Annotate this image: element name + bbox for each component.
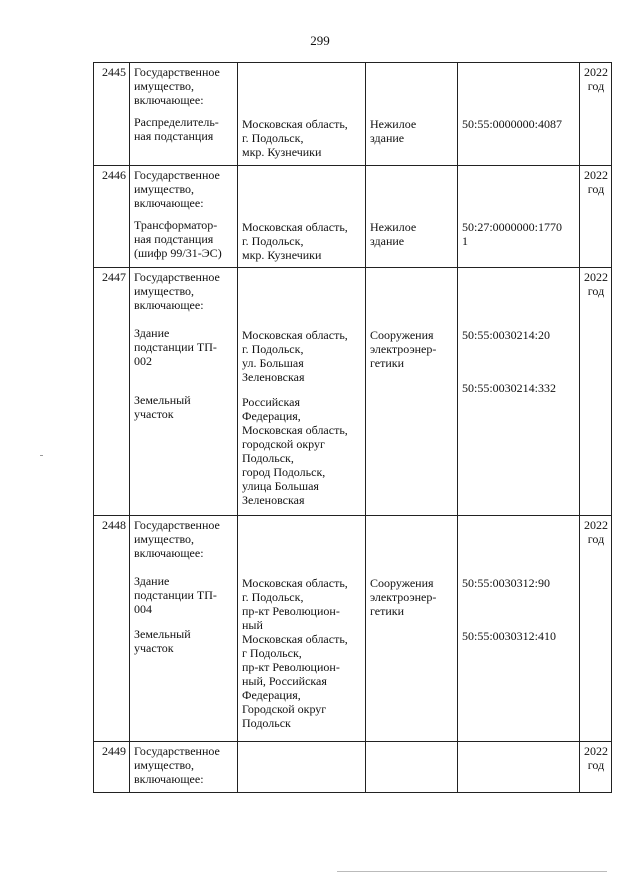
year-value: 2022 год [584,744,608,772]
item-address: Московская область, г. Подольск, мкр. Кузнечики [242,220,348,262]
address-cell [238,516,366,742]
item-name: Земельный участок [134,627,191,655]
item-type: Сооружения электроэнер- гетики [370,328,437,370]
table-row [94,63,612,166]
item-cadastral-number: 50:55:0030214:20 [462,328,551,342]
item-address: Московская область, г. Подольск, пр-кт Революцион- ный [242,576,348,632]
table-row [94,268,612,516]
item-type: Сооружения электроэнер- гетики [370,576,437,618]
type-cell [366,63,458,166]
row-number: 2449 [94,742,130,793]
row-number: 2445 [94,63,130,166]
year-cell [580,166,612,268]
name-cell [130,268,238,516]
name-cell [130,742,238,793]
table-row [94,166,612,268]
name-cell [130,516,238,742]
item-cadastral-number: 50:55:0000000:4087 [462,117,563,131]
item-address: Московская область, г. Подольск, ул. Большая Зеленовская [242,328,348,384]
address-cell [238,742,366,793]
type-cell [366,742,458,793]
year-value: 2022 год [584,518,608,546]
item-cadastral-number: 50:27:0000000:1770 1 [462,220,563,248]
row-header: Государственное имущество, включающее: [134,744,220,786]
type-cell [366,268,458,516]
item-name: Распределитель- ная подстанция [134,115,219,143]
cadastral-cell [458,268,580,516]
cadastral-cell [458,166,580,268]
year-cell [580,516,612,742]
cadastral-cell [458,742,580,793]
item-type: Нежилое здание [370,220,417,248]
name-cell [130,63,238,166]
row-header: Государственное имущество, включающее: [134,518,220,560]
year-cell [580,268,612,516]
item-address: Московская область, г Подольск, пр-кт Революцион- ный, Российская Федерация, Городской округ Подольск [242,632,348,730]
row-header: Государственное имущество, включающее: [134,270,220,312]
row-number: 2448 [94,516,130,742]
row-header: Государственное имущество, включающее: [134,168,220,210]
item-name: Трансформатор- ная подстанция (шифр 99/31-ЭС) [134,218,222,260]
item-cadastral-number: 50:55:0030214:332 [462,381,557,395]
address-cell [238,63,366,166]
page-number: 299 [310,33,330,48]
row-number: 2447 [94,268,130,516]
item-address: Московская область, г. Подольск, мкр. Кузнечики [242,117,348,159]
item-name: Земельный участок [134,393,191,421]
name-cell [130,166,238,268]
address-cell [238,166,366,268]
type-cell [366,516,458,742]
year-value: 2022 год [584,168,608,196]
item-cadastral-number: 50:55:0030312:410 [462,629,557,643]
item-type: Нежилое здание [370,117,417,145]
item-name: Здание подстанции ТП- 004 [134,574,217,616]
row-number: 2446 [94,166,130,268]
year-value: 2022 год [584,270,608,298]
bottom-rule [337,871,607,872]
type-cell [366,166,458,268]
table-row [94,516,612,742]
year-cell [580,63,612,166]
address-cell [238,268,366,516]
table-row [94,742,612,793]
property-registry-table [93,62,612,793]
item-address: Российская Федерация, Московская область, городской округ Подольск, город Подольск, улица Большая Зеленовская [242,395,348,507]
year-cell [580,742,612,793]
item-name: Здание подстанции ТП- 002 [134,326,217,368]
item-cadastral-number: 50:55:0030312:90 [462,576,551,590]
cadastral-cell [458,63,580,166]
year-value: 2022 год [584,65,608,93]
row-header: Государственное имущество, включающее: [134,65,220,107]
cadastral-cell [458,516,580,742]
scan-mark [40,455,43,456]
